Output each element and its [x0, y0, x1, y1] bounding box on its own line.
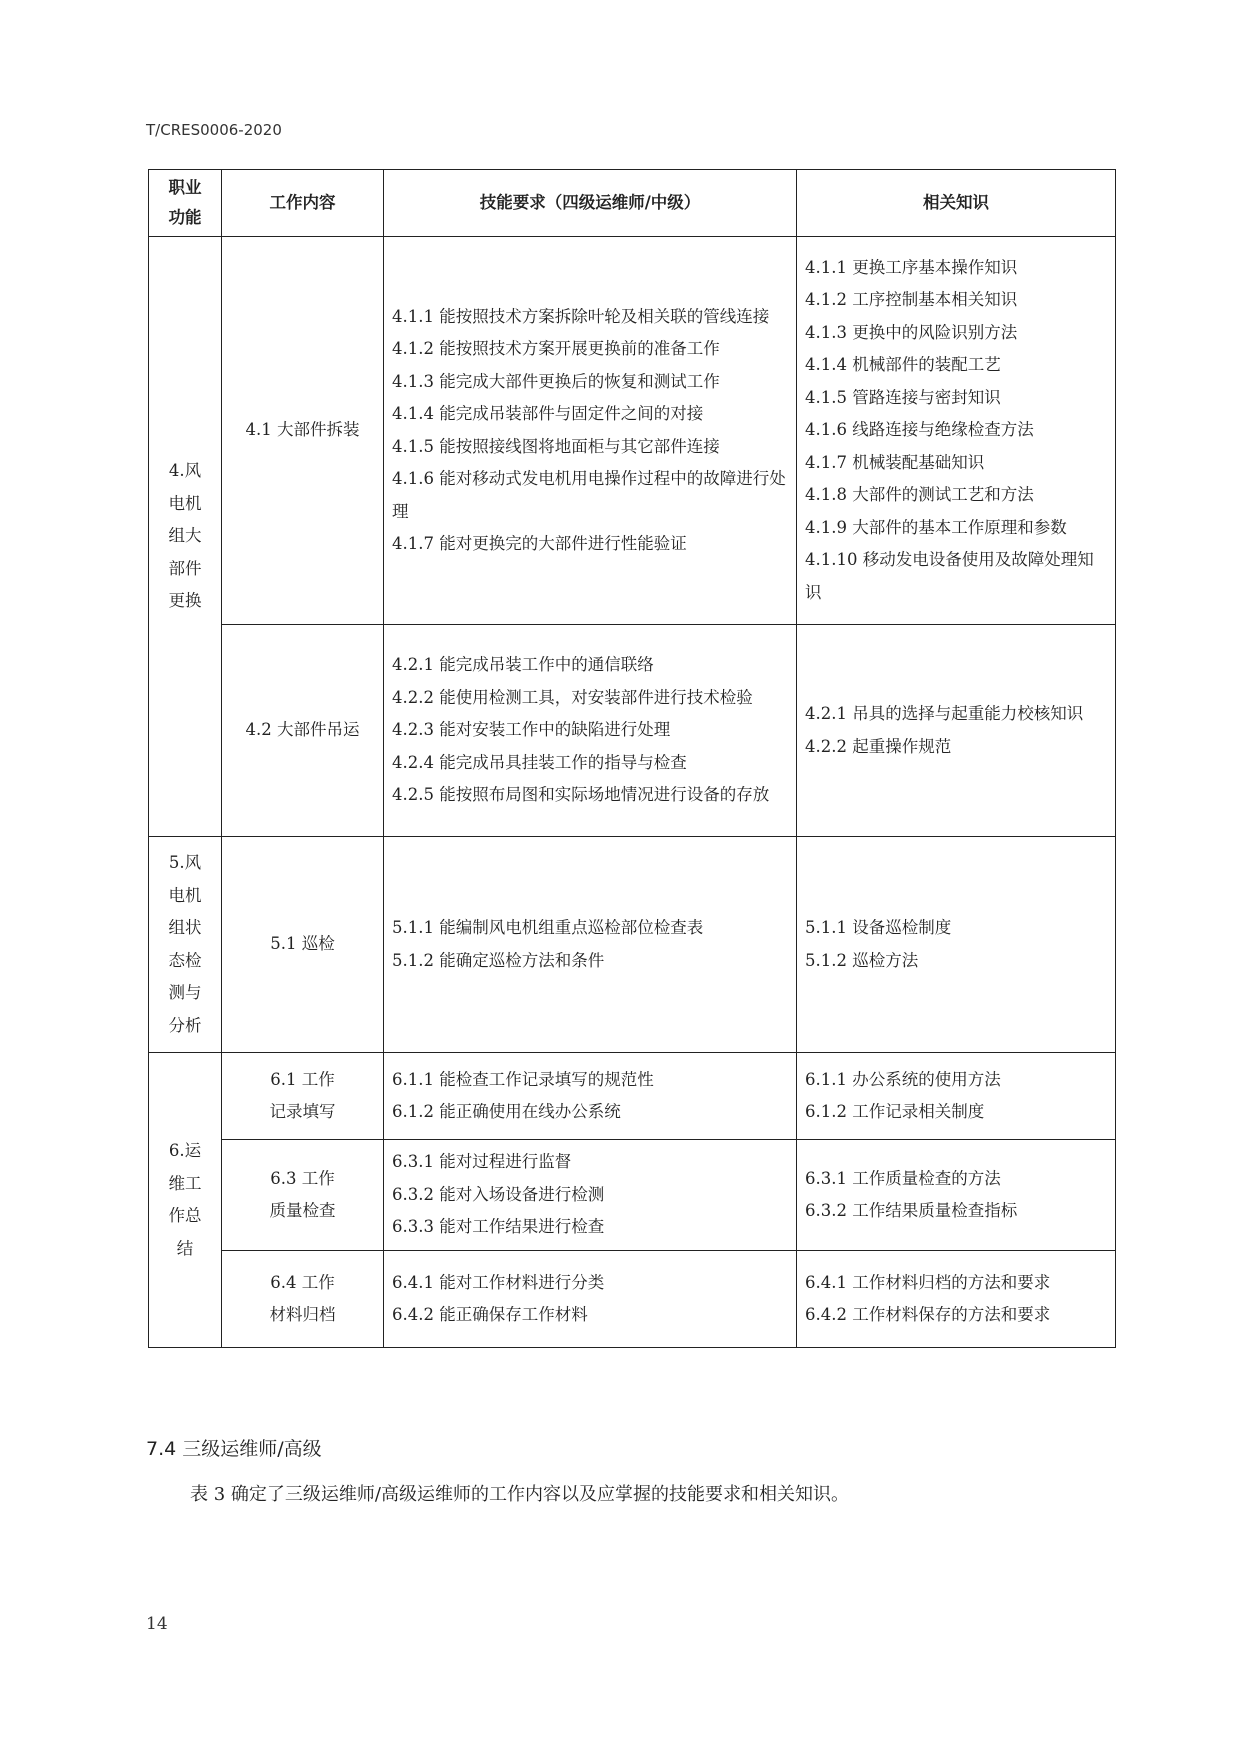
skills-cell [384, 1140, 797, 1251]
knowledge-list [805, 1267, 1107, 1332]
table-row [149, 625, 1116, 837]
skills-cell [384, 1053, 797, 1140]
knowledge-list [805, 698, 1107, 763]
work-content-cell: 6.3 工作 质量检查 [222, 1140, 384, 1251]
list-item: 6.1.1 办公系统的使用方法 [805, 1069, 1001, 1089]
header-skills: 技能要求（四级运维师/中级） [384, 170, 797, 237]
list-item: 4.1.2 工序控制基本相关知识 [805, 290, 1018, 310]
knowledge-list [805, 1064, 1107, 1129]
knowledge-list [805, 252, 1107, 610]
list-item: 6.3.1 工作质量检查的方法 [805, 1168, 1001, 1188]
function-cell: 6.运 维工 作总 结 [149, 1053, 222, 1348]
list-item: 5.1.1 能编制风电机组重点巡检部位检查表 [392, 918, 704, 937]
list-item: 4.1.6 能对移动式发电机用电操作过程中的故障进行处理 [392, 469, 786, 521]
skills-list [392, 649, 788, 812]
list-item: 4.1.4 能完成吊装部件与固定件之间的对接 [392, 404, 704, 423]
list-item: 6.3.2 能对入场设备进行检测 [392, 1184, 605, 1204]
table-row [149, 837, 1116, 1053]
list-item: 4.1.1 能按照技术方案拆除叶轮及相关联的管线连接 [392, 306, 770, 326]
list-item: 4.1.10 移动发电设备使用及故障处理知识 [805, 550, 1094, 602]
list-item: 6.4.1 能对工作材料进行分类 [392, 1272, 605, 1292]
section-paragraph: 表 3 确定了三级运维师/高级运维师的工作内容以及应掌握的技能要求和相关知识。 [190, 1484, 849, 1505]
skills-cell [384, 1251, 797, 1348]
list-item: 4.1.3 更换中的风险识别方法 [805, 322, 1018, 342]
list-item: 5.1.2 巡检方法 [805, 950, 919, 970]
list-item: 4.2.1 吊具的选择与起重能力校核知识 [805, 704, 1084, 723]
table-header-row [149, 170, 1116, 237]
list-item: 4.1.7 机械装配基础知识 [805, 452, 985, 472]
list-item: 4.2.5 能按照布局图和实际场地情况进行设备的存放 [392, 785, 770, 805]
header-function: 职业 功能 [149, 170, 222, 237]
knowledge-list [805, 912, 1107, 977]
section-heading: 7.4 三级运维师/高级 [146, 1438, 322, 1460]
list-item: 4.1.8 大部件的测试工艺和方法 [805, 485, 1034, 505]
list-item: 4.1.6 线路连接与绝缘检查方法 [805, 420, 1034, 440]
list-item: 6.3.3 能对工作结果进行检查 [392, 1217, 605, 1237]
list-item: 5.1.2 能确定巡检方法和条件 [392, 950, 605, 970]
function-cell: 4.风 电机 组大 部件 更换 [149, 237, 222, 837]
list-item: 4.1.1 更换工序基本操作知识 [805, 257, 1018, 277]
list-item: 4.2.2 起重操作规范 [805, 736, 952, 756]
header-work-content: 工作内容 [222, 170, 384, 237]
skills-list [392, 301, 788, 561]
knowledge-cell [797, 625, 1116, 837]
work-content-cell: 5.1 巡检 [222, 837, 384, 1053]
skills-list [392, 1064, 788, 1129]
list-item: 4.1.2 能按照技术方案开展更换前的准备工作 [392, 339, 720, 358]
list-item: 6.3.2 工作结果质量检查指标 [805, 1201, 1018, 1220]
header-knowledge: 相关知识 [797, 170, 1116, 237]
list-item: 4.2.2 能使用检测工具，对安装部件进行技术检验 [392, 687, 753, 707]
list-item: 6.4.1 工作材料归档的方法和要求 [805, 1272, 1051, 1292]
knowledge-cell [797, 1251, 1116, 1348]
list-item: 6.3.1 能对过程进行监督 [392, 1152, 572, 1172]
skills-cell [384, 237, 797, 625]
skills-list [392, 1146, 788, 1244]
knowledge-cell [797, 1140, 1116, 1251]
skills-list [392, 912, 788, 977]
table-row [149, 1251, 1116, 1348]
list-item: 4.1.5 能按照接线图将地面柜与其它部件连接 [392, 436, 720, 456]
list-item: 4.1.5 管路连接与密封知识 [805, 387, 1001, 407]
function-cell: 5.风 电机 组状 态检 测与 分析 [149, 837, 222, 1053]
skills-cell [384, 837, 797, 1053]
knowledge-list [805, 1163, 1107, 1228]
knowledge-cell [797, 237, 1116, 625]
list-item: 4.1.9 大部件的基本工作原理和参数 [805, 517, 1067, 537]
knowledge-cell [797, 837, 1116, 1053]
skills-requirements-table [148, 169, 1116, 1348]
table-row [149, 1053, 1116, 1140]
work-content-cell: 6.4 工作 材料归档 [222, 1251, 384, 1348]
table-row [149, 1140, 1116, 1251]
work-content-cell: 6.1 工作 记录填写 [222, 1053, 384, 1140]
list-item: 5.1.1 设备巡检制度 [805, 918, 952, 937]
work-content-cell: 4.2 大部件吊运 [222, 625, 384, 837]
knowledge-cell [797, 1053, 1116, 1140]
list-item: 4.2.3 能对安装工作中的缺陷进行处理 [392, 720, 671, 740]
list-item: 4.2.4 能完成吊具挂装工作的指导与检查 [392, 752, 687, 772]
list-item: 6.1.1 能检查工作记录填写的规范性 [392, 1069, 654, 1089]
list-item: 4.1.7 能对更换完的大部件进行性能验证 [392, 534, 687, 553]
list-item: 6.4.2 能正确保存工作材料 [392, 1305, 588, 1324]
table-row [149, 237, 1116, 625]
list-item: 4.2.1 能完成吊装工作中的通信联络 [392, 655, 654, 675]
skills-cell [384, 625, 797, 837]
list-item: 4.1.4 机械部件的装配工艺 [805, 355, 1001, 375]
skills-list [392, 1267, 788, 1332]
document-code: T/CRES0006-2020 [146, 121, 282, 139]
work-content-cell: 4.1 大部件拆装 [222, 237, 384, 625]
list-item: 4.1.3 能完成大部件更换后的恢复和测试工作 [392, 371, 720, 391]
list-item: 6.4.2 工作材料保存的方法和要求 [805, 1305, 1051, 1324]
list-item: 6.1.2 工作记录相关制度 [805, 1102, 985, 1121]
page-number: 14 [146, 1614, 168, 1634]
list-item: 6.1.2 能正确使用在线办公系统 [392, 1102, 621, 1121]
